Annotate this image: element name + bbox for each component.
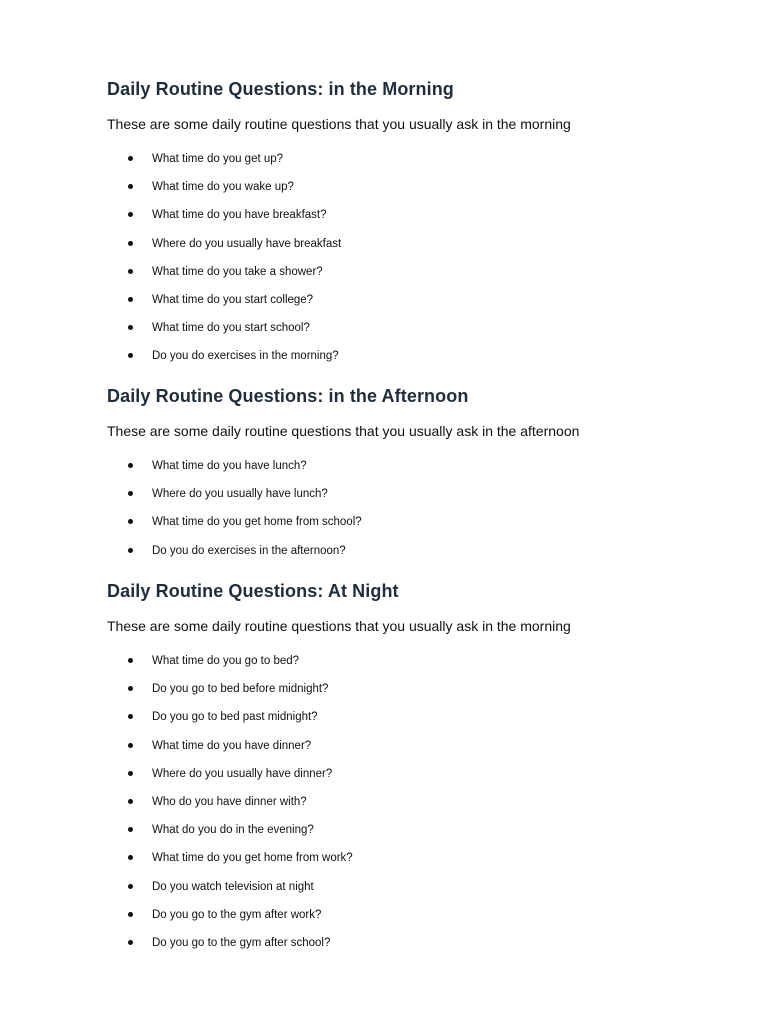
list-item [107, 179, 727, 207]
section-heading: Daily Routine Questions: in the Morning [107, 79, 454, 99]
list-item [107, 879, 727, 907]
question-text: Do you go to bed before midnight? [152, 683, 329, 696]
list-item [107, 348, 727, 376]
bullet-icon [128, 884, 133, 889]
list-item [107, 458, 727, 486]
question-text: What time do you get home from work? [152, 852, 353, 865]
bullet-icon [128, 353, 133, 358]
bullet-icon [128, 771, 133, 776]
question-text: Where do you usually have dinner? [152, 767, 333, 780]
question-text: What time do you go to bed? [152, 655, 300, 667]
bullet-icon [128, 940, 133, 945]
night-section [107, 580, 727, 963]
afternoon-section [107, 385, 727, 571]
question-text: Do you go to the gym after work? [152, 908, 322, 921]
question-list [107, 653, 727, 963]
bullet-icon [128, 491, 133, 496]
bullet-icon [128, 184, 133, 189]
list-item [107, 738, 727, 766]
list-item [107, 907, 727, 935]
bullet-icon [128, 714, 133, 719]
morning-section [107, 78, 727, 377]
question-text: What do you do in the evening? [152, 824, 314, 837]
bullet-icon [128, 658, 133, 663]
bullet-icon [128, 743, 133, 748]
bullet-icon [128, 855, 133, 860]
bullet-icon [128, 519, 133, 524]
list-item [107, 236, 727, 264]
list-item [107, 681, 727, 709]
question-text: What time do you get home from school? [152, 516, 362, 529]
list-item [107, 151, 727, 179]
section-heading: Daily Routine Questions: At Night [107, 581, 399, 601]
bullet-icon [128, 827, 133, 832]
question-text: Who do you have dinner with? [152, 795, 307, 808]
list-item [107, 935, 727, 963]
section-intro: These are some daily routine questions that you usually ask in the morning [107, 618, 571, 634]
list-item [107, 543, 727, 571]
bullet-icon [128, 297, 133, 302]
list-item [107, 709, 727, 737]
list-item [107, 850, 727, 878]
question-text: What time do you get up? [152, 153, 284, 165]
list-item [107, 653, 727, 681]
question-list [107, 151, 727, 377]
bullet-icon [128, 548, 133, 553]
question-text: What time do you have lunch? [152, 460, 307, 472]
list-item [107, 794, 727, 822]
bullet-icon [128, 241, 133, 246]
list-item [107, 486, 727, 514]
question-text: What time do you have breakfast? [152, 209, 327, 222]
question-text: What time do you start college? [152, 293, 314, 306]
bullet-icon [128, 686, 133, 691]
section-intro: These are some daily routine questions that you usually ask in the afternoon [107, 423, 580, 439]
question-text: What time do you take a shower? [152, 265, 323, 278]
question-text: Do you watch television at night [152, 880, 314, 893]
bullet-icon [128, 212, 133, 217]
list-item [107, 207, 727, 235]
list-item [107, 822, 727, 850]
bullet-icon [128, 269, 133, 274]
list-item [107, 766, 727, 794]
question-text: What time do you wake up? [152, 181, 294, 194]
question-text: What time do you have dinner? [152, 739, 312, 752]
bullet-icon [128, 799, 133, 804]
question-text: Where do you usually have breakfast [152, 237, 342, 250]
question-text: Do you go to bed past midnight? [152, 711, 318, 724]
question-text: Do you go to the gym after school? [152, 936, 331, 949]
section-heading: Daily Routine Questions: in the Afternoon [107, 386, 469, 406]
bullet-icon [128, 463, 133, 468]
bullet-icon [128, 325, 133, 330]
question-text: Where do you usually have lunch? [152, 488, 328, 501]
question-list [107, 458, 727, 571]
bullet-icon [128, 912, 133, 917]
section-intro: These are some daily routine questions that you usually ask in the morning [107, 116, 571, 132]
list-item [107, 264, 727, 292]
question-text: What time do you start school? [152, 322, 310, 335]
question-text: Do you do exercises in the afternoon? [152, 544, 346, 557]
list-item [107, 320, 727, 348]
bullet-icon [128, 156, 133, 161]
list-item [107, 292, 727, 320]
list-item [107, 514, 727, 542]
question-text: Do you do exercises in the morning? [152, 350, 339, 363]
